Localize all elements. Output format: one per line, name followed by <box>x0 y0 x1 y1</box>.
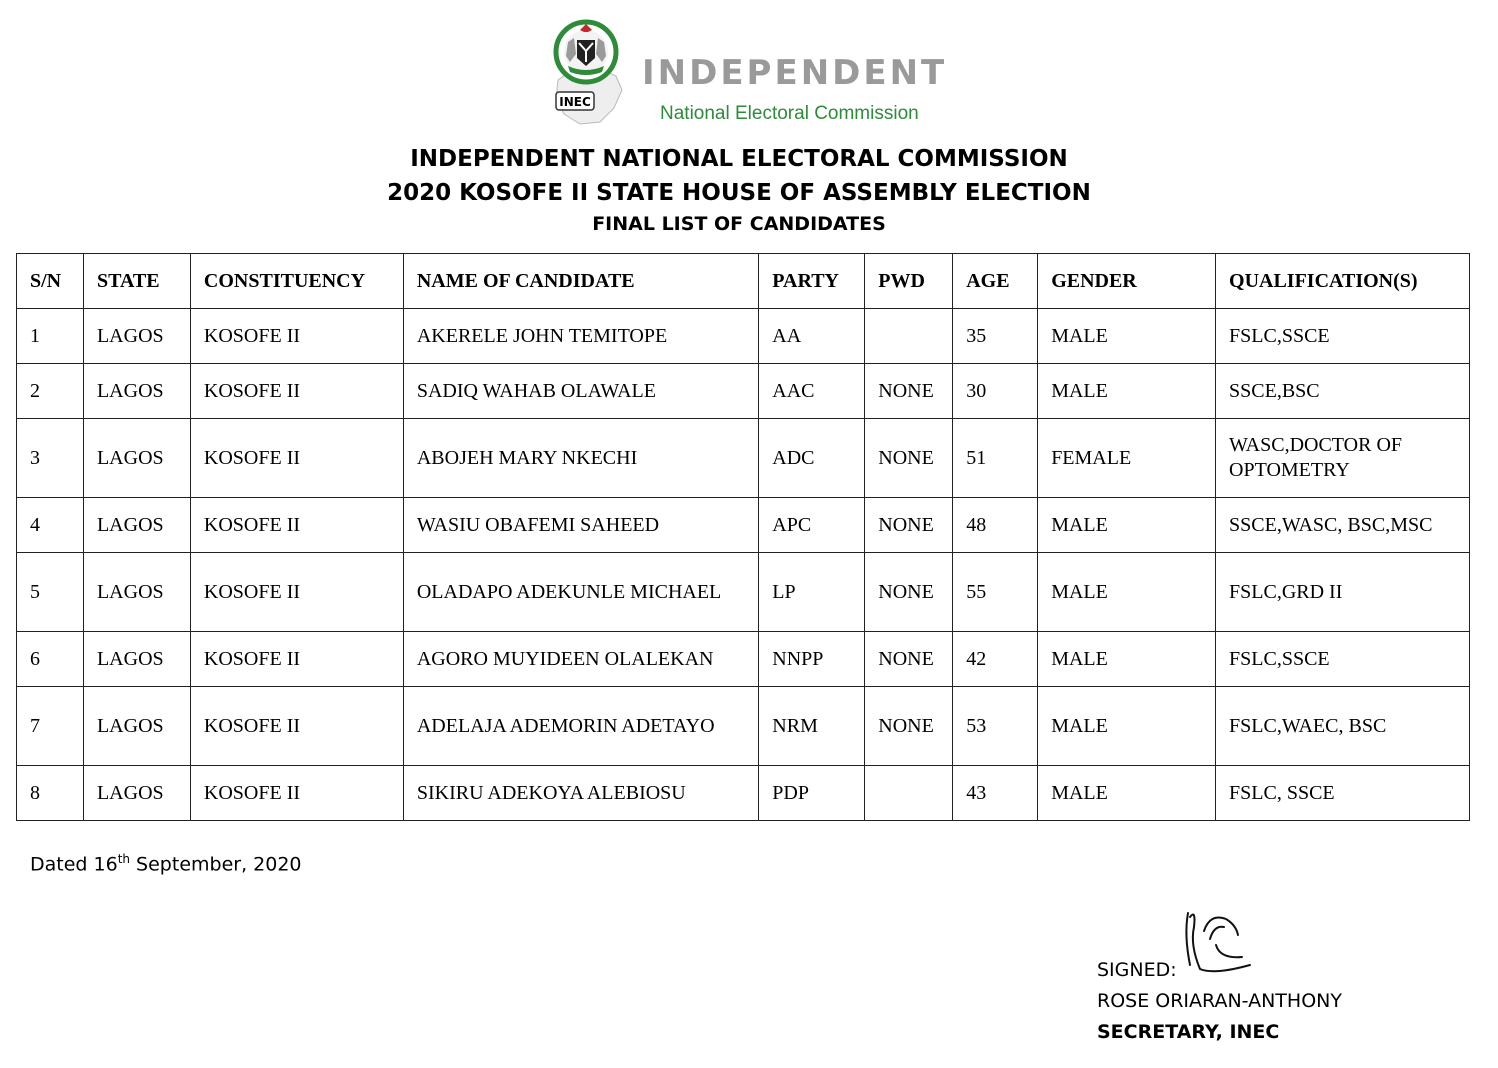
cell-constituency: KOSOFE II <box>190 766 403 821</box>
cell-gender: MALE <box>1038 309 1216 364</box>
emblem-text: INEC <box>559 95 591 109</box>
cell-constituency: KOSOFE II <box>190 419 403 498</box>
cell-constituency: KOSOFE II <box>190 364 403 419</box>
cell-sn: 4 <box>17 498 84 553</box>
cell-age: 30 <box>953 364 1038 419</box>
candidates-table <box>16 253 1470 821</box>
cell-state: LAGOS <box>83 632 190 687</box>
cell-name: OLADAPO ADEKUNLE MICHAEL <box>403 553 758 632</box>
inec-logo <box>550 18 950 128</box>
cell-name: ADELAJA ADEMORIN ADETAYO <box>403 687 758 766</box>
cell-qualifications: SSCE,BSC <box>1216 364 1470 419</box>
cell-age: 48 <box>953 498 1038 553</box>
cell-state: LAGOS <box>83 687 190 766</box>
cell-gender: MALE <box>1038 498 1216 553</box>
cell-sn: 5 <box>17 553 84 632</box>
signatory-name: ROSE ORIARAN-ANTHONY <box>1097 990 1342 1012</box>
cell-constituency: KOSOFE II <box>190 687 403 766</box>
cell-age: 35 <box>953 309 1038 364</box>
header-age: AGE <box>953 254 1038 309</box>
logo-subtitle: National Electoral Commission <box>660 103 919 124</box>
header-sn: S/N <box>17 254 84 309</box>
table-header-row <box>17 254 1470 309</box>
cell-age: 42 <box>953 632 1038 687</box>
cell-party: LP <box>759 553 865 632</box>
cell-party: AA <box>759 309 865 364</box>
title-commission: INDEPENDENT NATIONAL ELECTORAL COMMISSION <box>410 146 1068 172</box>
cell-qualifications: FSLC,SSCE <box>1216 632 1470 687</box>
cell-gender: MALE <box>1038 766 1216 821</box>
title-list: FINAL LIST OF CANDIDATES <box>592 213 886 235</box>
cell-gender: MALE <box>1038 632 1216 687</box>
cell-pwd <box>865 309 953 364</box>
date-suffix: September, 2020 <box>130 853 302 876</box>
cell-party: AAC <box>759 364 865 419</box>
cell-sn: 8 <box>17 766 84 821</box>
cell-sn: 6 <box>17 632 84 687</box>
cell-age: 51 <box>953 419 1038 498</box>
cell-party: ADC <box>759 419 865 498</box>
document-date <box>30 852 302 875</box>
coat-of-arms-icon <box>550 18 630 128</box>
cell-pwd: NONE <box>865 419 953 498</box>
cell-constituency: KOSOFE II <box>190 553 403 632</box>
cell-constituency: KOSOFE II <box>190 498 403 553</box>
table-row <box>17 687 1470 766</box>
cell-pwd: NONE <box>865 364 953 419</box>
cell-name: ABOJEH MARY NKECHI <box>403 419 758 498</box>
header-gender: GENDER <box>1038 254 1216 309</box>
cell-state: LAGOS <box>83 498 190 553</box>
table-row <box>17 309 1470 364</box>
cell-sn: 1 <box>17 309 84 364</box>
cell-pwd <box>865 766 953 821</box>
logo-title: INDEPENDENT <box>642 53 948 93</box>
cell-gender: FEMALE <box>1038 419 1216 498</box>
cell-gender: MALE <box>1038 687 1216 766</box>
table-row <box>17 364 1470 419</box>
cell-sn: 2 <box>17 364 84 419</box>
table-row <box>17 766 1470 821</box>
cell-qualifications: WASC,DOCTOR OF OPTOMETRY <box>1216 419 1470 498</box>
table-row <box>17 632 1470 687</box>
cell-qualifications: FSLC,WAEC, BSC <box>1216 687 1470 766</box>
cell-pwd: NONE <box>865 632 953 687</box>
cell-age: 43 <box>953 766 1038 821</box>
cell-name: SIKIRU ADEKOYA ALEBIOSU <box>403 766 758 821</box>
header-constituency: CONSTITUENCY <box>190 254 403 309</box>
signoff-block <box>1097 955 1342 1048</box>
cell-qualifications: FSLC,SSCE <box>1216 309 1470 364</box>
cell-state: LAGOS <box>83 309 190 364</box>
document-titles <box>0 142 1478 238</box>
cell-state: LAGOS <box>83 766 190 821</box>
cell-party: APC <box>759 498 865 553</box>
cell-state: LAGOS <box>83 419 190 498</box>
signed-label: SIGNED: <box>1097 959 1177 981</box>
cell-qualifications: FSLC, SSCE <box>1216 766 1470 821</box>
cell-pwd: NONE <box>865 498 953 553</box>
title-election: 2020 KOSOFE II STATE HOUSE OF ASSEMBLY ELECTION <box>387 180 1091 206</box>
cell-constituency: KOSOFE II <box>190 632 403 687</box>
header-party: PARTY <box>759 254 865 309</box>
table-row <box>17 419 1470 498</box>
cell-qualifications: SSCE,WASC, BSC,MSC <box>1216 498 1470 553</box>
header-state: STATE <box>83 254 190 309</box>
signatory-position: SECRETARY, INEC <box>1097 1021 1280 1043</box>
cell-constituency: KOSOFE II <box>190 309 403 364</box>
cell-pwd: NONE <box>865 553 953 632</box>
table-row <box>17 498 1470 553</box>
cell-party: NNPP <box>759 632 865 687</box>
cell-party: PDP <box>759 766 865 821</box>
cell-sn: 7 <box>17 687 84 766</box>
cell-gender: MALE <box>1038 553 1216 632</box>
cell-name: SADIQ WAHAB OLAWALE <box>403 364 758 419</box>
date-ordinal: th <box>117 852 131 866</box>
cell-age: 53 <box>953 687 1038 766</box>
cell-state: LAGOS <box>83 364 190 419</box>
header-qualifications: QUALIFICATION(S) <box>1216 254 1470 309</box>
cell-qualifications: FSLC,GRD II <box>1216 553 1470 632</box>
cell-name: AGORO MUYIDEEN OLALEKAN <box>403 632 758 687</box>
cell-gender: MALE <box>1038 364 1216 419</box>
date-prefix: Dated 16 <box>30 853 118 876</box>
table-row <box>17 553 1470 632</box>
cell-pwd: NONE <box>865 687 953 766</box>
cell-name: AKERELE JOHN TEMITOPE <box>403 309 758 364</box>
cell-age: 55 <box>953 553 1038 632</box>
header-pwd: PWD <box>865 254 953 309</box>
cell-party: NRM <box>759 687 865 766</box>
cell-name: WASIU OBAFEMI SAHEED <box>403 498 758 553</box>
cell-sn: 3 <box>17 419 84 498</box>
header-name: NAME OF CANDIDATE <box>403 254 758 309</box>
cell-state: LAGOS <box>83 553 190 632</box>
